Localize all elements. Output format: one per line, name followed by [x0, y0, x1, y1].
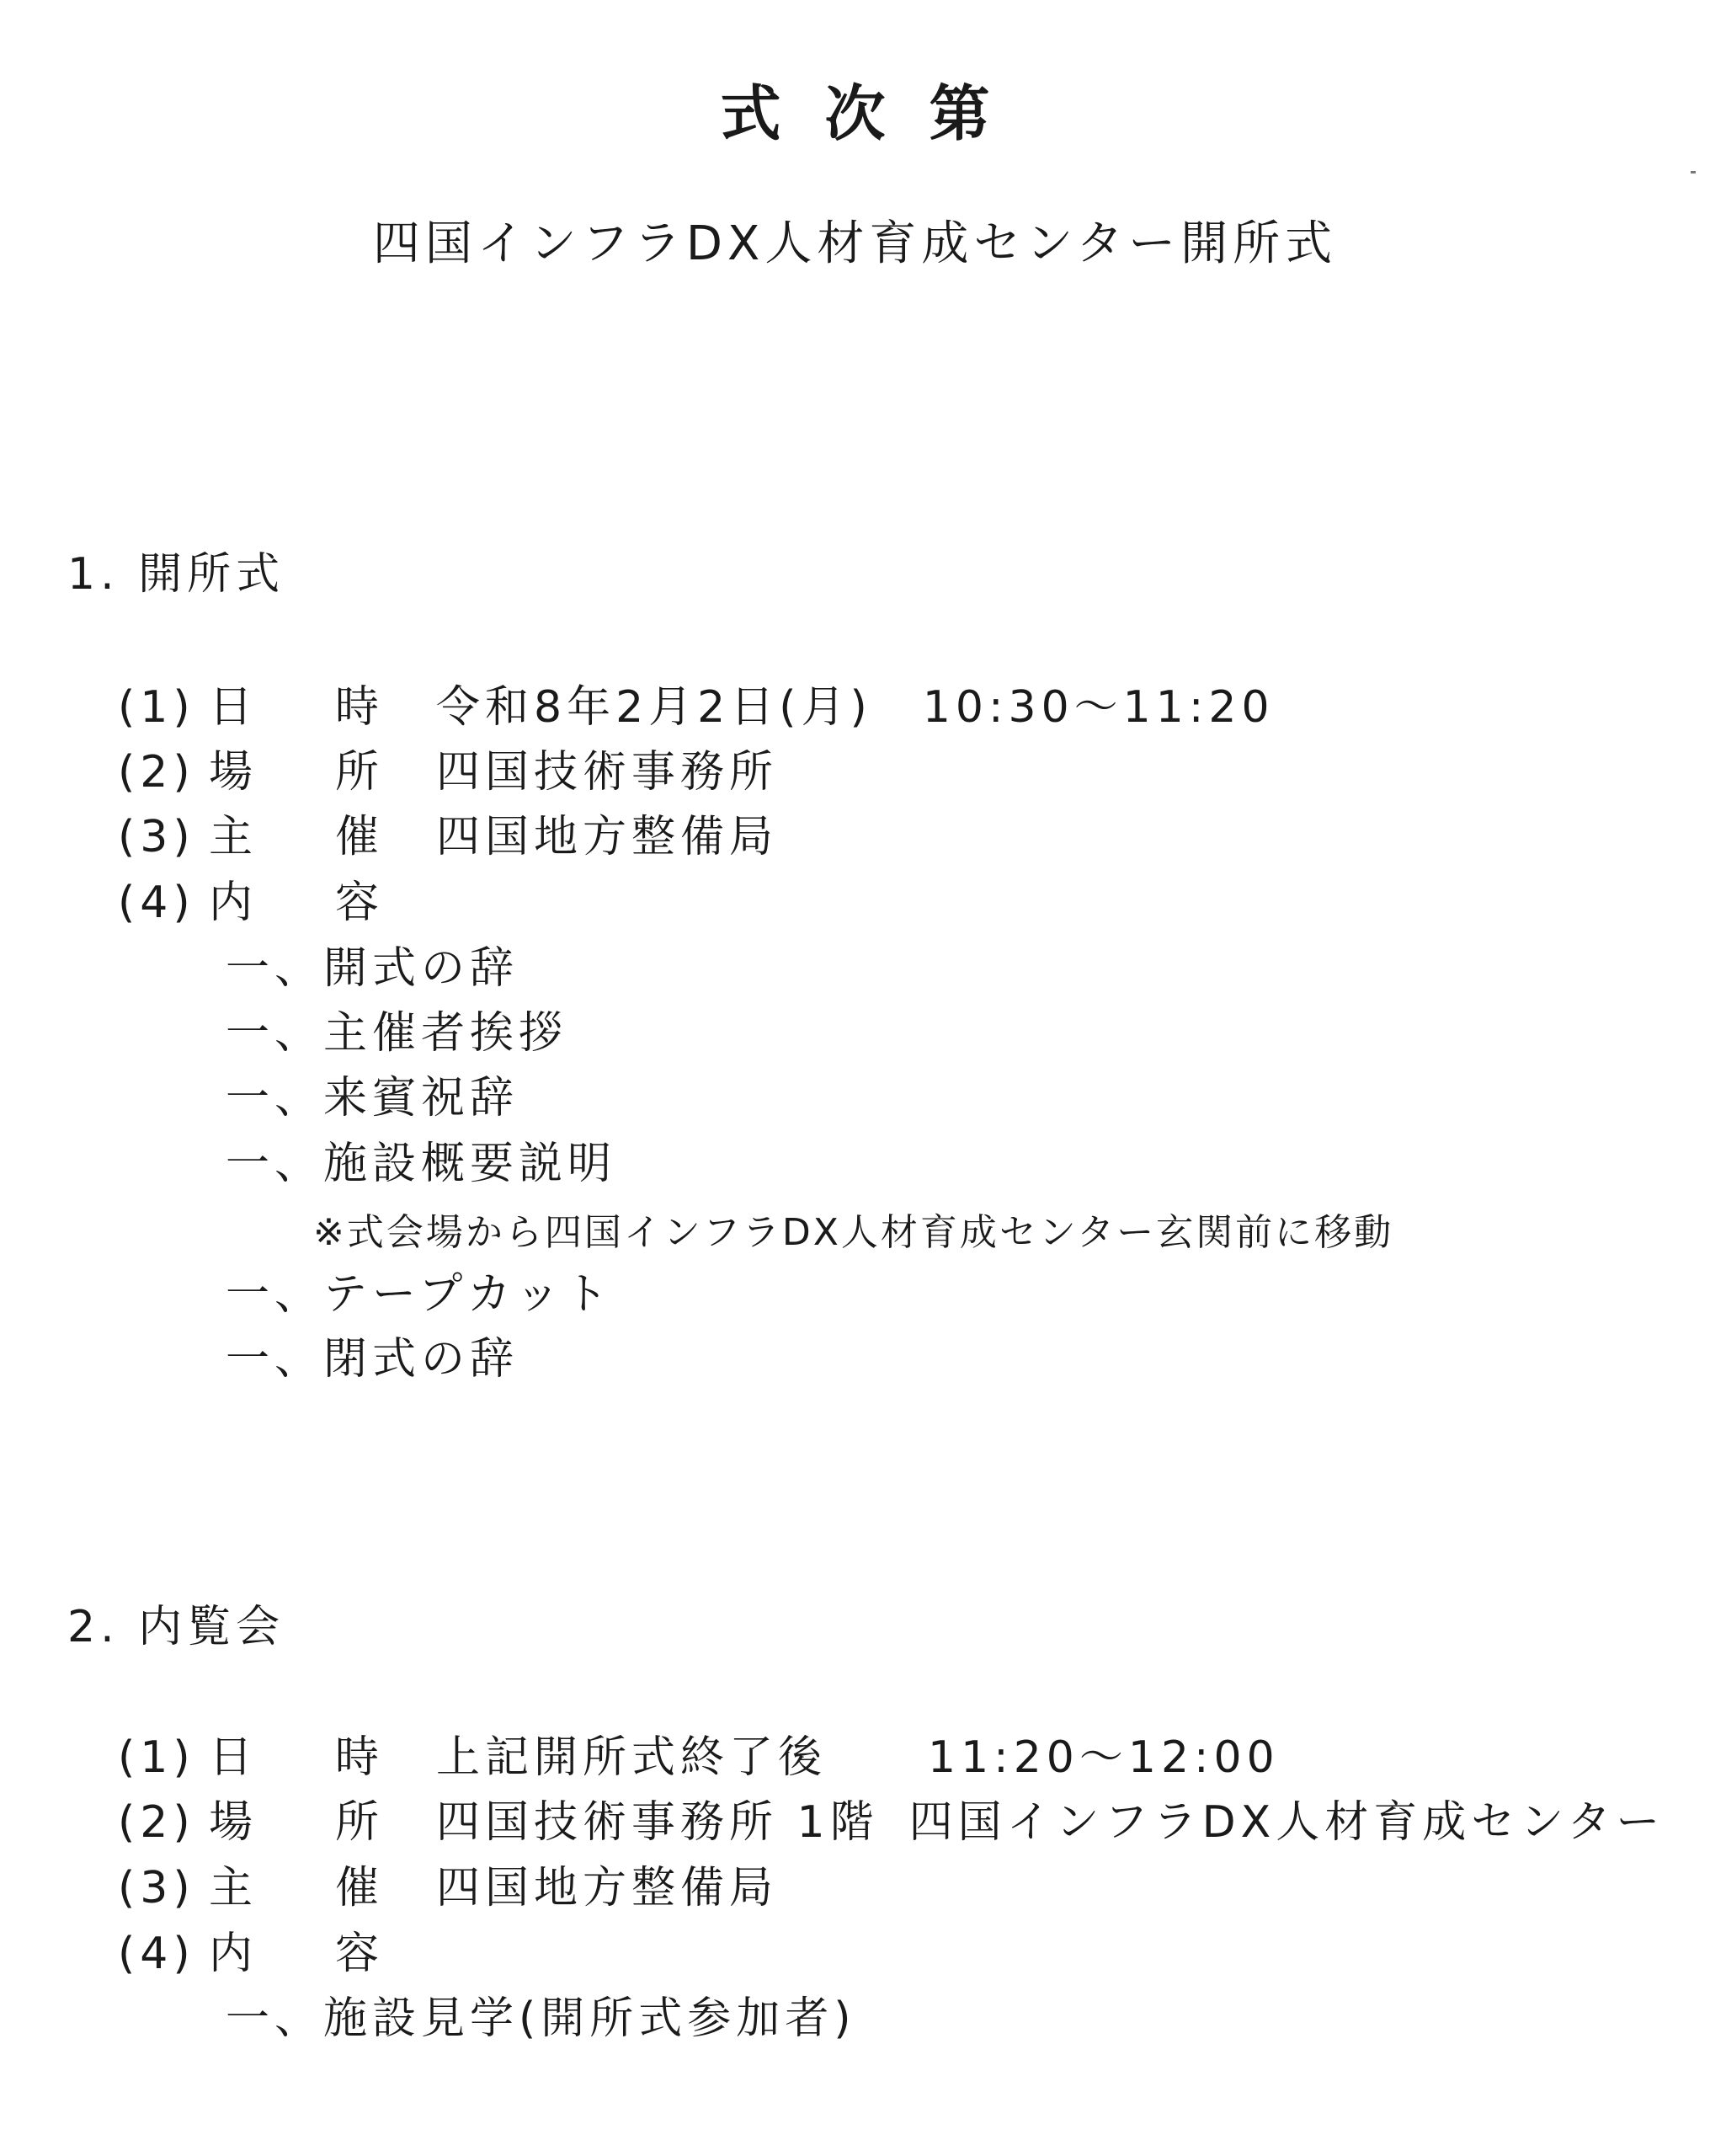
detail-row-datetime: [118, 1731, 1280, 1785]
document-title: 式次第: [720, 78, 1034, 149]
item-label-char: 所: [335, 1797, 385, 1848]
item-label-char: 場: [209, 747, 258, 798]
item-number: (1): [118, 682, 195, 733]
item-number: (4): [118, 878, 195, 928]
item-label-char: 内: [209, 878, 258, 928]
item-value: 上記開所式終了後: [436, 1732, 828, 1783]
item-value: 四国技術事務所: [436, 747, 779, 798]
item-label-char: 時: [335, 682, 385, 733]
program-item: 一、閉式の辞: [226, 1334, 519, 1385]
item-label-char: 容: [335, 1929, 385, 1979]
detail-row-datetime: [118, 680, 1275, 734]
item-label-char: 主: [209, 1863, 258, 1913]
item-label-char: 催: [335, 1863, 385, 1913]
program-item: 一、テープカット: [226, 1269, 614, 1320]
item-number: (1): [118, 1732, 195, 1783]
detail-row-host: [118, 810, 778, 864]
item-label-char: 容: [335, 878, 385, 928]
document-subtitle: 四国インフラDX人材育成センター開所式: [372, 216, 1338, 271]
item-label-char: 催: [335, 812, 385, 862]
item-label-char: 日: [209, 682, 258, 733]
item-label-char: 時: [335, 1732, 385, 1783]
item-extra: 四国インフラDX人材育成センター: [908, 1797, 1665, 1848]
section-heading-preview: 2. 内覧会: [67, 1602, 285, 1652]
program-note: ※式会場から四国インフラDX人材育成センター玄関前に移動: [313, 1211, 1394, 1254]
program-item: 一、来賓祝辞: [226, 1073, 519, 1123]
item-label-char: 主: [209, 812, 258, 862]
program-item: 一、主催者挨拶: [226, 1008, 568, 1059]
item-value: 四国地方整備局: [436, 812, 779, 862]
item-number: (3): [118, 812, 195, 862]
detail-row-content: [118, 1927, 436, 1981]
program-item: 一、開式の辞: [226, 943, 519, 994]
item-time: 10:30〜11:20: [922, 682, 1275, 733]
detail-row-host: [118, 1861, 778, 1915]
item-number: (4): [118, 1929, 195, 1979]
item-number: (2): [118, 1797, 195, 1848]
item-label-char: 日: [209, 1732, 258, 1783]
detail-row-content: [118, 876, 436, 930]
item-value: 四国地方整備局: [436, 1863, 779, 1913]
detail-row-place: [118, 745, 778, 799]
program-item: 一、施設見学(開所式参加者): [226, 1993, 856, 2044]
item-label-char: 内: [209, 1929, 258, 1979]
item-number: (2): [118, 747, 195, 798]
item-value: 令和8年2月2日(月): [436, 682, 872, 733]
detail-row-place: [118, 1796, 1665, 1849]
item-number: (3): [118, 1863, 195, 1913]
item-value: 四国技術事務所 1階: [436, 1797, 879, 1848]
item-time: 11:20〜12:00: [928, 1732, 1280, 1783]
program-item: 一、施設概要説明: [226, 1139, 617, 1189]
item-label-char: 場: [209, 1797, 258, 1848]
scan-speck: [1691, 171, 1696, 173]
item-label-char: 所: [335, 747, 385, 798]
section-heading-opening-ceremony: 1. 開所式: [67, 549, 285, 600]
